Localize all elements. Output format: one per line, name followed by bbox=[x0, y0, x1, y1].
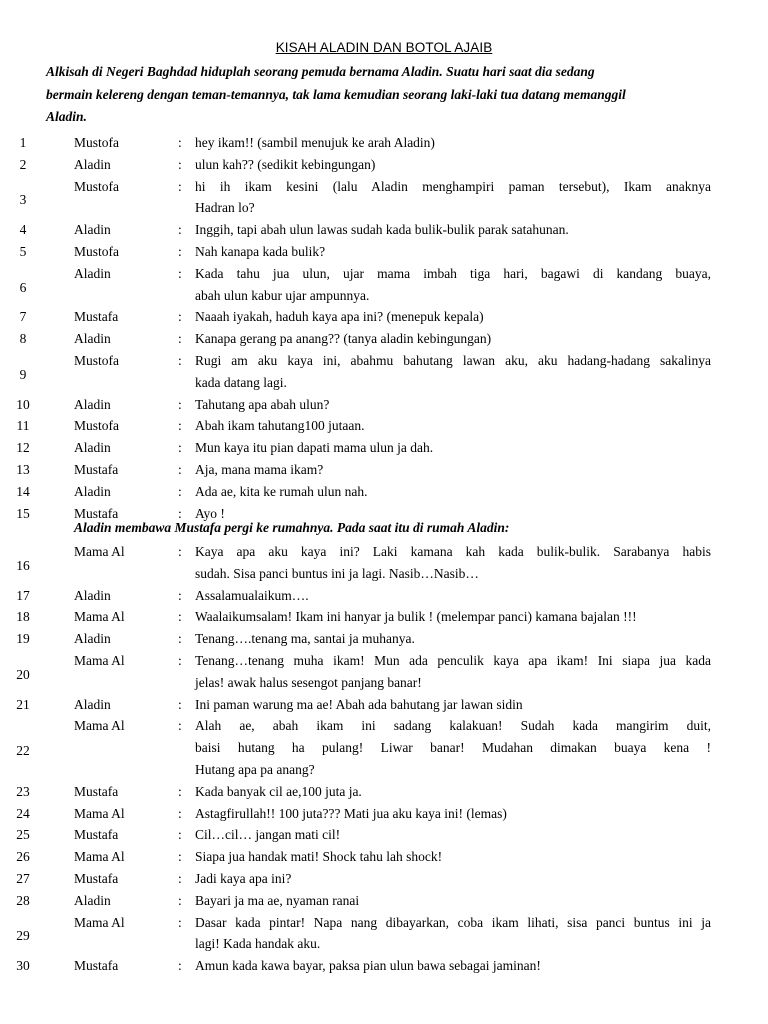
line-number: 19 bbox=[16, 631, 30, 647]
dialogue-row bbox=[0, 154, 768, 176]
colon-separator: : bbox=[178, 135, 182, 150]
colon-separator: : bbox=[178, 244, 182, 259]
dialogue-row bbox=[0, 176, 768, 220]
colon-separator: : bbox=[178, 418, 182, 434]
dialogue-row bbox=[0, 650, 768, 694]
line-number: 10 bbox=[16, 396, 30, 412]
dialogue-text bbox=[195, 715, 711, 780]
dialogue-text bbox=[195, 241, 711, 263]
colon-separator: : bbox=[178, 718, 182, 734]
line-number: 18 bbox=[16, 609, 30, 625]
dialogue-text bbox=[195, 606, 711, 628]
line-number: 12 bbox=[16, 440, 30, 456]
line-number: 11 bbox=[16, 418, 30, 434]
colon-separator: : bbox=[178, 914, 182, 930]
dialogue-row bbox=[0, 585, 768, 607]
line-number: 23 bbox=[16, 783, 30, 799]
dialogue-line: baisi hutang ha pulang! Liwar banar! Mudahan dimakan buaya kena ! bbox=[195, 740, 711, 756]
line-number: 24 bbox=[16, 805, 30, 821]
line-number: 8 bbox=[19, 331, 27, 347]
dialogue-row bbox=[0, 132, 768, 154]
dialogue-row bbox=[0, 306, 768, 328]
speaker-name: Aladin bbox=[74, 156, 111, 172]
colon-separator: : bbox=[178, 265, 182, 281]
speaker-name: Mustafa bbox=[74, 462, 119, 477]
colon-separator: : bbox=[178, 353, 182, 368]
dialogue-row bbox=[0, 868, 768, 890]
dialogue-text bbox=[195, 219, 711, 241]
dialogue-text bbox=[195, 306, 711, 328]
line-number: 13 bbox=[16, 462, 30, 477]
dialogue-line: Jadi kaya apa ini? bbox=[195, 871, 292, 886]
colon-separator: : bbox=[178, 222, 182, 238]
speaker-name: Aladin bbox=[74, 696, 111, 712]
intro-line: Aladin. bbox=[46, 109, 87, 124]
dialogue-line: Ada ae, kita ke rumah ulun nah. bbox=[195, 483, 368, 499]
dialogue-line: Assalamualaikum…. bbox=[195, 587, 309, 603]
dialogue-line: Tenang…tenang muha ikam! Mun ada penculik kaya apa ikam! Ini siapa jua kada bbox=[195, 653, 711, 668]
speaker-name: Aladin bbox=[74, 396, 111, 412]
speaker-name: Mustofa bbox=[74, 135, 119, 150]
dialogue-text bbox=[195, 541, 711, 585]
dialogue-line: Inggih, tapi abah ulun lawas sudah kada bulik-bulik parak satahunan. bbox=[195, 222, 569, 238]
dialogue-text bbox=[195, 650, 711, 694]
colon-separator: : bbox=[178, 892, 182, 908]
line-number: 5 bbox=[19, 244, 27, 259]
dialogue-line: Tenang….tenang ma, santai ja muhanya. bbox=[195, 631, 415, 647]
dialogue-text bbox=[195, 803, 711, 825]
dialogue-line: Hadran lo? bbox=[195, 200, 255, 216]
colon-separator: : bbox=[178, 871, 182, 886]
dialogue-line: sudah. Sisa panci buntus ini ja lagi. Nasib…Nasib… bbox=[195, 565, 479, 581]
speaker-name: Aladin bbox=[74, 331, 111, 347]
dialogue-row bbox=[0, 955, 768, 977]
colon-separator: : bbox=[178, 805, 182, 821]
colon-separator: : bbox=[178, 653, 182, 668]
colon-separator: : bbox=[178, 156, 182, 172]
dialogue-line: Aja, mana mama ikam? bbox=[195, 462, 324, 477]
dialogue-row bbox=[0, 824, 768, 846]
speaker-name: Mama Al bbox=[74, 653, 125, 668]
intro-line: bermain kelereng dengan teman-temannya, tak lama kemudian seorang laki-laki tua datang memanggil bbox=[46, 86, 626, 102]
speaker-name: Aladin bbox=[74, 631, 111, 647]
dialogue-line: Bayari ja ma ae, nyaman ranai bbox=[195, 892, 360, 908]
colon-separator: : bbox=[178, 587, 182, 603]
speaker-name: Mustofa bbox=[74, 178, 119, 194]
dialogue-line: Naaah iyakah, haduh kaya apa ini? (menepuk kepala) bbox=[195, 309, 484, 325]
line-number: 4 bbox=[19, 222, 27, 238]
dialogue-row bbox=[0, 328, 768, 350]
colon-separator: : bbox=[178, 609, 182, 625]
colon-separator: : bbox=[178, 631, 182, 647]
colon-separator: : bbox=[178, 440, 182, 456]
colon-separator: : bbox=[178, 396, 182, 412]
line-number: 9 bbox=[19, 366, 27, 382]
dialogue-row bbox=[0, 912, 768, 956]
dialogue-line: lagi! Kada handak aku. bbox=[195, 936, 321, 952]
speaker-name: Mama Al bbox=[74, 544, 125, 559]
line-number: 2 bbox=[19, 156, 27, 172]
colon-separator: : bbox=[178, 958, 182, 974]
dialogue-row bbox=[0, 481, 768, 503]
dialogue-text bbox=[195, 263, 711, 307]
dialogue-line: ulun kah?? (sedikit kebingungan) bbox=[195, 156, 376, 172]
dialogue-row bbox=[0, 219, 768, 241]
line-number: 14 bbox=[16, 483, 30, 499]
dialogue-text bbox=[195, 868, 711, 890]
speaker-name: Aladin bbox=[74, 587, 111, 603]
dialogue-line: kada datang lagi. bbox=[195, 374, 287, 390]
colon-separator: : bbox=[178, 827, 182, 843]
dialogue-line: jelas! awak halus sesengot panjang banar! bbox=[195, 674, 422, 690]
dialogue-row bbox=[0, 459, 768, 481]
intro-paragraph bbox=[46, 61, 718, 129]
dialogue-row bbox=[0, 715, 768, 780]
dialogue-line: Kada banyak cil ae,100 juta ja. bbox=[195, 783, 362, 799]
line-number: 26 bbox=[16, 849, 30, 865]
dialogue-text bbox=[195, 781, 711, 803]
colon-separator: : bbox=[178, 544, 182, 559]
dialogue-line: Cil…cil… jangan mati cil! bbox=[195, 827, 341, 843]
colon-separator: : bbox=[178, 696, 182, 712]
dialogue-line: hi ih ikam kesini (lalu Aladin menghampiri paman tersebut), Ikam anaknya bbox=[195, 178, 711, 194]
dialogue-text bbox=[195, 350, 711, 394]
dialogue-row bbox=[0, 394, 768, 416]
dialogue-row bbox=[0, 803, 768, 825]
dialogue-row bbox=[0, 781, 768, 803]
dialogue-line: hey ikam!! (sambil menujuk ke arah Aladin) bbox=[195, 135, 435, 150]
dialogue-line: Ayo ! bbox=[195, 505, 225, 521]
dialogue-text bbox=[195, 415, 711, 437]
dialogue-line: Kanapa gerang pa anang?? (tanya aladin kebingungan) bbox=[195, 331, 492, 347]
colon-separator: : bbox=[178, 849, 182, 865]
dialogue-row bbox=[0, 694, 768, 716]
dialogue-text bbox=[195, 955, 711, 977]
narration-line: Aladin membawa Mustafa pergi ke rumahnya. Pada saat itu di rumah Aladin: bbox=[74, 520, 510, 535]
dialogue-row bbox=[0, 890, 768, 912]
story-title: KISAH ALADIN DAN BOTOL AJAIB bbox=[275, 40, 493, 55]
speaker-name: Mustofa bbox=[74, 244, 119, 259]
dialogue-text bbox=[195, 132, 711, 154]
speaker-name: Aladin bbox=[74, 440, 111, 456]
dialogue-text bbox=[195, 585, 711, 607]
intro-line: Alkisah di Negeri Baghdad hiduplah seorang pemuda bernama Aladin. Suatu hari saat dia sedang bbox=[46, 64, 595, 79]
colon-separator: : bbox=[178, 309, 182, 325]
speaker-name: Mama Al bbox=[74, 849, 125, 865]
dialogue-text bbox=[195, 328, 711, 350]
line-number: 28 bbox=[16, 892, 30, 908]
speaker-name: Mustafa bbox=[74, 783, 119, 799]
dialogue-row bbox=[0, 846, 768, 868]
speaker-name: Mustafa bbox=[74, 958, 119, 974]
speaker-name: Mustafa bbox=[74, 505, 119, 521]
dialogue-line: Tahutang apa abah ulun? bbox=[195, 396, 330, 412]
line-number: 30 bbox=[16, 958, 30, 974]
dialogue-text bbox=[195, 912, 711, 956]
speaker-name: Mustofa bbox=[74, 353, 119, 368]
dialogue-line: Kaya apa aku kaya ini? Laki kamana kah kada bulik-bulik. Sarabanya habis bbox=[195, 544, 711, 559]
dialogue-line: Astagfirullah!! 100 juta??? Mati jua aku kaya ini! (lemas) bbox=[195, 805, 507, 821]
dialogue-line: Hutang apa pa anang? bbox=[195, 761, 315, 777]
colon-separator: : bbox=[178, 178, 182, 194]
colon-separator: : bbox=[178, 483, 182, 499]
dialogue-text bbox=[195, 890, 711, 912]
dialogue-text bbox=[195, 176, 711, 220]
line-number: 15 bbox=[16, 505, 30, 521]
speaker-name: Mama Al bbox=[74, 718, 125, 734]
dialogue-line: Abah ikam tahutang100 jutaan. bbox=[195, 418, 365, 434]
speaker-name: Mustafa bbox=[74, 871, 119, 886]
line-number: 6 bbox=[19, 279, 27, 295]
dialogue-text bbox=[195, 824, 711, 846]
colon-separator: : bbox=[178, 331, 182, 347]
speaker-name: Aladin bbox=[74, 483, 111, 499]
dialogue-line: Amun kada kawa bayar, paksa pian ulun bawa sebagai jaminan! bbox=[195, 958, 541, 974]
dialogue-text bbox=[195, 154, 711, 176]
dialogue-row bbox=[0, 263, 768, 307]
speaker-name: Mama Al bbox=[74, 914, 125, 930]
dialogue-text bbox=[195, 846, 711, 868]
line-number: 7 bbox=[19, 309, 27, 325]
dialogue-text bbox=[195, 394, 711, 416]
speaker-name: Mustafa bbox=[74, 309, 119, 325]
dialogue-line: Kada tahu jua ulun, ujar mama imbah tiga hari, bagawi di kandang buaya, bbox=[195, 265, 711, 281]
dialogue-text bbox=[195, 437, 711, 459]
line-number: 22 bbox=[16, 743, 30, 759]
dialogue-row bbox=[0, 628, 768, 650]
line-number: 29 bbox=[16, 928, 30, 944]
dialogue-text bbox=[195, 459, 711, 481]
dialogue-row bbox=[0, 415, 768, 437]
line-number: 27 bbox=[16, 871, 30, 886]
dialogue-row bbox=[0, 350, 768, 394]
speaker-name: Mustafa bbox=[74, 827, 119, 843]
speaker-name: Mama Al bbox=[74, 805, 125, 821]
dialogue-text bbox=[195, 694, 711, 716]
dialogue-text bbox=[195, 481, 711, 503]
dialogue-row bbox=[0, 437, 768, 459]
dialogue-line: Siapa jua handak mati! Shock tahu lah shock! bbox=[195, 849, 443, 865]
line-number: 17 bbox=[16, 587, 30, 603]
dialogue-row bbox=[0, 606, 768, 628]
line-number: 25 bbox=[16, 827, 30, 843]
dialogue-line: Alah ae, abah ikam ini sadang kalakuan! Sudah kada mangirim duit, bbox=[195, 718, 711, 734]
colon-separator: : bbox=[178, 505, 182, 521]
dialogue-row bbox=[0, 541, 768, 585]
speaker-name: Aladin bbox=[74, 222, 111, 238]
dialogue-line: Waalaikumsalam! Ikam ini hanyar ja bulik ! (melempar panci) kamana bajalan !!! bbox=[195, 609, 637, 625]
speaker-name: Aladin bbox=[74, 892, 111, 908]
line-number: 20 bbox=[16, 666, 30, 682]
line-number: 1 bbox=[19, 135, 27, 150]
speaker-name: Mustofa bbox=[74, 418, 119, 434]
speaker-name: Aladin bbox=[74, 265, 111, 281]
dialogue-row bbox=[0, 241, 768, 263]
dialogue-line: Nah kanapa kada bulik? bbox=[195, 244, 326, 259]
line-number: 3 bbox=[19, 192, 27, 208]
colon-separator: : bbox=[178, 462, 182, 477]
dialogue-line: Mun kaya itu pian dapati mama ulun ja dah. bbox=[195, 440, 434, 456]
dialogue-line: Dasar kada pintar! Napa nang dibayarkan, coba ikam lihati, sisa panci buntus ini ja bbox=[195, 914, 711, 930]
dialogue-line: Rugi am aku kaya ini, abahmu bahutang lawan aku, aku hadang-hadang sakalinya bbox=[195, 353, 711, 368]
line-number: 21 bbox=[16, 696, 30, 712]
dialogue-line: Ini paman warung ma ae! Abah ada bahutang jar lawan sidin bbox=[195, 696, 523, 712]
line-number: 16 bbox=[16, 557, 30, 573]
dialogue-text bbox=[195, 628, 711, 650]
colon-separator: : bbox=[178, 783, 182, 799]
speaker-name: Mama Al bbox=[74, 609, 125, 625]
dialogue-line: abah ulun kabur ujar ampunnya. bbox=[195, 287, 370, 303]
